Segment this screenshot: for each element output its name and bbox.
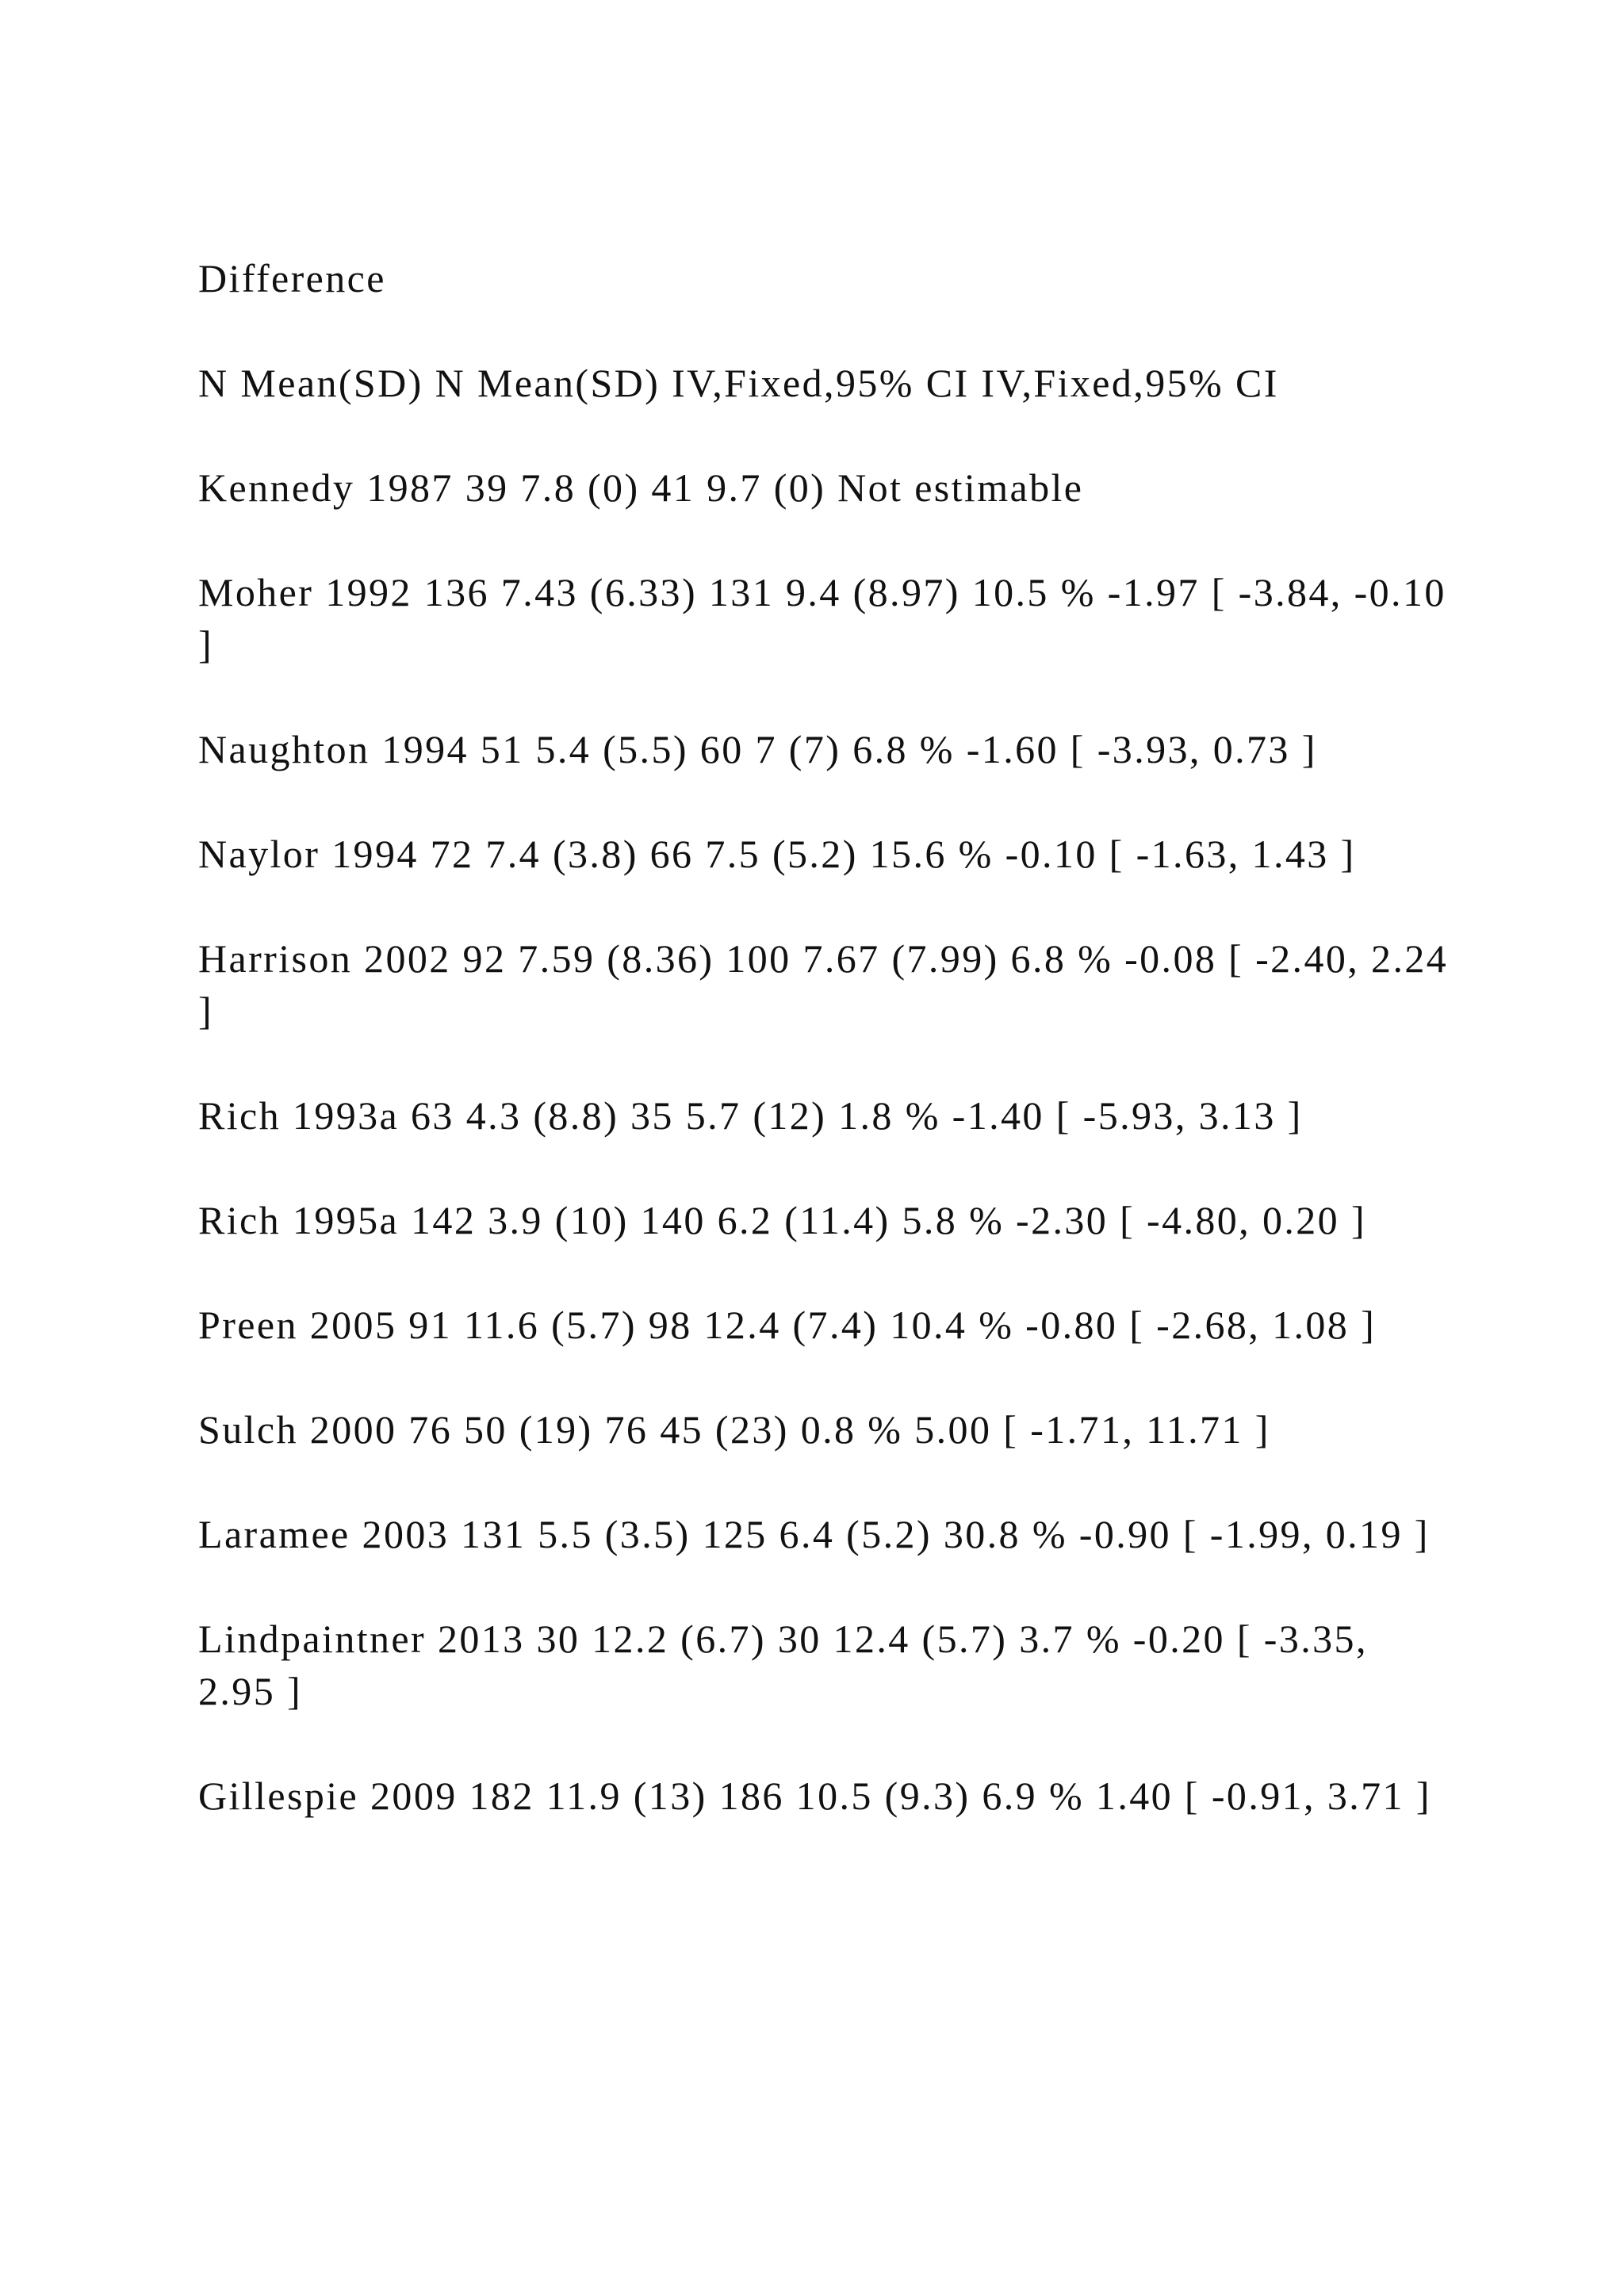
row-naughton-1994: Naughton 1994 51 5.4 (5.5) 60 7 (7) 6.8 % -1.60 [ -3.93, 0.73 ] — [198, 727, 1317, 771]
row-sulch-2000: Sulch 2000 76 50 (19) 76 45 (23) 0.8 % 5.00 [ -1.71, 11.71 ] — [198, 1407, 1270, 1452]
row-rich-1993a: Rich 1993a 63 4.3 (8.8) 35 5.7 (12) 1.8 % -1.40 [ -5.93, 3.13 ] — [198, 1093, 1303, 1138]
row-preen-2005: Preen 2005 91 11.6 (5.7) 98 12.4 (7.4) 10.4 % -0.80 [ -2.68, 1.08 ] — [198, 1303, 1377, 1347]
row-moher-1992: Moher 1992 136 7.43 (6.33) 131 9.4 (8.97) 10.5 % -1.97 [ -3.84, -0.10 ] — [198, 570, 1446, 667]
row-gillespie-2009: Gillespie 2009 182 11.9 (13) 186 10.5 (9.3) 6.9 % 1.40 [ -0.91, 3.71 ] — [198, 1774, 1431, 1818]
row-rich-1995a: Rich 1995a 142 3.9 (10) 140 6.2 (11.4) 5.8 % -2.30 [ -4.80, 0.20 ] — [198, 1198, 1367, 1242]
row-kennedy-1987: Kennedy 1987 39 7.8 (0) 41 9.7 (0) Not estimable — [198, 465, 1084, 510]
column-header-line: N Mean(SD) N Mean(SD) IV,Fixed,95% CI IV,Fixed,95% CI — [198, 361, 1279, 405]
row-lindpaintner-2013: Lindpaintner 2013 30 12.2 (6.7) 30 12.4 (5.7) 3.7 % -0.20 [ -3.35, 2.95 ] — [198, 1617, 1368, 1713]
row-naylor-1994: Naylor 1994 72 7.4 (3.8) 66 7.5 (5.2) 15.6 % -0.10 [ -1.63, 1.43 ] — [198, 832, 1356, 876]
row-laramee-2003: Laramee 2003 131 5.5 (3.5) 125 6.4 (5.2) 30.8 % -0.90 [ -1.99, 0.19 ] — [198, 1512, 1430, 1556]
heading-difference: Difference — [198, 256, 386, 300]
row-harrison-2002: Harrison 2002 92 7.59 (8.36) 100 7.67 (7.99) 6.8 % -0.08 [ -2.40, 2.24 ] — [198, 936, 1449, 1033]
document-text — [198, 252, 1451, 1874]
